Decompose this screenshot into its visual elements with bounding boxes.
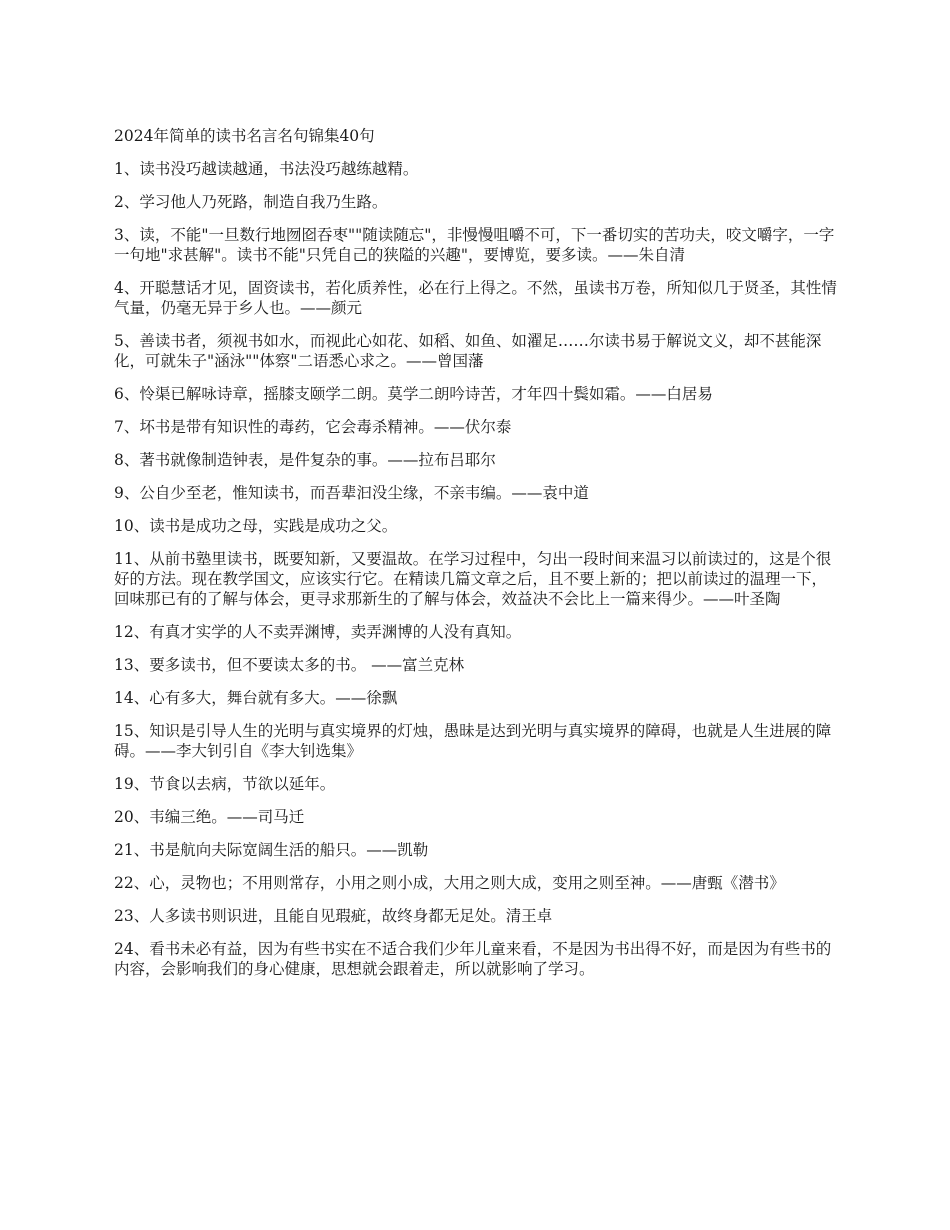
- quote-paragraph: 20、韦编三绝。——司马迁: [114, 808, 305, 826]
- quote-paragraph: 7、坏书是带有知识性的毒药，它会毒杀精神。——伏尔泰: [114, 418, 512, 436]
- quote-paragraph: 3、读，不能"一旦数行地囫囵吞枣""随读随忘"，非慢慢咀嚼不可，下一番切实的苦功夫，咬文嚼字，一字一句地"求甚解"。读书不能"只凭自己的狭隘的兴趣"，要博览，要多读。——朱自清: [114, 226, 835, 264]
- quote-paragraph: 4、开聪慧话才见，固资读书，若化质养性，必在行上得之。不然，虽读书万卷，所知似几于贤圣，其性情气量，仍毫无异于乡人也。——颜元: [114, 279, 837, 317]
- quote-paragraph: 2、学习他人乃死路，制造自我乃生路。: [114, 193, 388, 211]
- quote-paragraph: 1、读书没巧越读越通，书法没巧越练越精。: [114, 160, 419, 178]
- quote-paragraph: 15、知识是引导人生的光明与真实境界的灯烛，愚昧是达到光明与真实境界的障碍，也就是人生进展的障碍。——李大钊引自《李大钊选集》: [114, 722, 832, 760]
- quote-paragraph: 11、从前书塾里读书，既要知新，又要温故。在学习过程中，匀出一段时间来温习以前读过的，这是个很好的方法。现在教学国文，应该实行它。在精读几篇文章之后，且不要上新的；把以前读过的温理一下，回味那已有的了解与体会，更寻求那新生的了解与体会，效益决不会比上一篇来得少。——叶圣陶: [114, 550, 832, 608]
- document-title: 2024年简单的读书名言名句锦集40句: [114, 127, 375, 145]
- quote-paragraph: 13、要多读书，但不要读太多的书。 ——富兰克林: [114, 656, 465, 674]
- quote-paragraph: 9、公自少至老，惟知读书，而吾辈汩没尘缘，不亲韦编。——袁中道: [114, 484, 589, 502]
- quote-paragraph: 14、心有多大，舞台就有多大。——徐飘: [114, 689, 398, 707]
- document-body: [114, 126, 838, 992]
- quote-paragraph: 21、书是航向夫际宽阔生活的船只。——凯勒: [114, 841, 429, 859]
- quote-paragraph: 23、人多读书则识进，且能自见瑕疵，故终身都无足处。清王卓: [114, 907, 553, 925]
- quote-paragraph: 10、读书是成功之母，实践是成功之父。: [114, 517, 398, 535]
- quote-paragraph: 5、善读书者，须视书如水，而视此心如花、如稻、如鱼、如濯足……尔读书易于解说文义，却不甚能深化，可就朱子"涵泳""体察"二语悉心求之。——曾国藩: [114, 332, 822, 370]
- quote-paragraph: 19、节食以去病，节欲以延年。: [114, 775, 336, 793]
- quote-paragraph: 24、看书未必有益，因为有些书实在不适合我们少年儿童来看，不是因为书出得不好，而是因为有些书的内容，会影响我们的身心健康，思想就会跟着走，所以就影响了学习。: [114, 940, 832, 978]
- quote-paragraph: 12、有真才实学的人不卖弄渊博，卖弄渊博的人没有真知。: [114, 623, 522, 641]
- quote-paragraph: 6、怜渠已解咏诗章，摇膝支颐学二朗。莫学二朗吟诗苦，才年四十鬓如霜。——白居易: [114, 385, 713, 403]
- quote-paragraph: 8、著书就像制造钟表，是件复杂的事。——拉布吕耶尔: [114, 451, 496, 469]
- quote-paragraph: 22、心，灵物也；不用则常存，小用之则小成，大用之则大成，变用之则至神。——唐甄《潜书》: [114, 874, 785, 892]
